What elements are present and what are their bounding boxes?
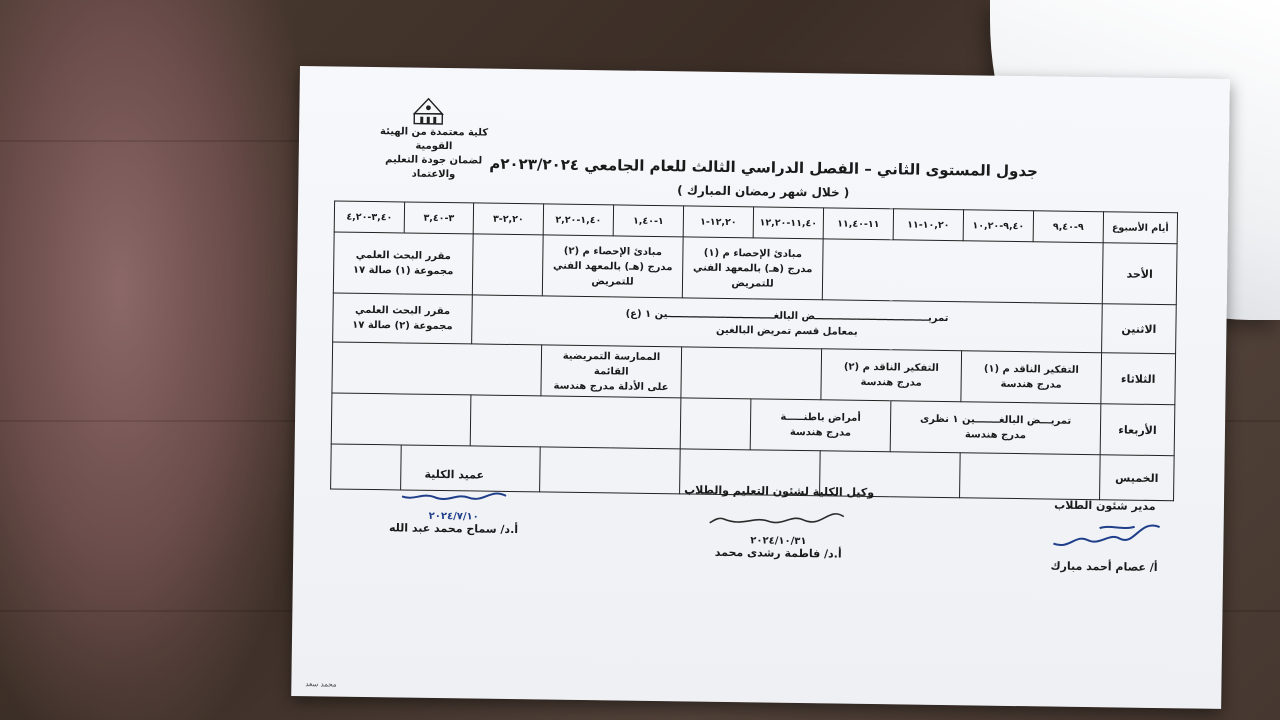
course-name: مبادئ الإحصاء م (٢) bbox=[563, 245, 663, 258]
class-cell-adult-theory bbox=[890, 401, 1101, 455]
day-label: الاثنين bbox=[1102, 304, 1177, 354]
time-slot: ١١,٤٠-١٢,٢٠ bbox=[753, 207, 823, 239]
class-cell-critical-1 bbox=[961, 351, 1102, 404]
class-cell-research-1 bbox=[333, 232, 473, 295]
day-label: الثلاثاء bbox=[1101, 353, 1176, 405]
signature-vice-dean bbox=[663, 483, 894, 561]
college-logo-icon bbox=[411, 94, 445, 128]
empty-cell bbox=[680, 398, 751, 450]
course-room: بمعامل قسم تمريض البالغين bbox=[715, 324, 858, 338]
signer-title: وكيل الكلية لشئون التعليم والطلاب bbox=[684, 483, 875, 500]
course-room: مدرج هندسة bbox=[964, 429, 1027, 442]
course-room: مدرج هندسة bbox=[860, 376, 922, 389]
course-room: مجموعة (٢) صالة ١٧ bbox=[352, 319, 453, 333]
course-room: مدرج هندسة bbox=[1000, 378, 1062, 391]
time-slot: ٩,٤٠-١٠,٢٠ bbox=[963, 210, 1033, 242]
schedule-document bbox=[291, 66, 1230, 709]
college-line-1: كلية معتمدة من الهيئة القومية bbox=[380, 126, 489, 153]
course-name: الممارسة التمريضية القائمة bbox=[562, 350, 661, 378]
time-slot: ١-١,٤٠ bbox=[613, 205, 683, 237]
empty-cell bbox=[822, 239, 1103, 304]
signer-name: أ.د/ فاطمة رشدى محمد bbox=[714, 545, 842, 561]
empty-cell bbox=[470, 395, 681, 449]
empty-cell bbox=[331, 393, 471, 446]
course-room: للتمريض bbox=[731, 277, 774, 290]
class-cell-adult-nursing-lab bbox=[472, 295, 1103, 353]
course-name: مقرر البحث العلمي bbox=[355, 249, 451, 263]
course-name: التفكير الناقد م (١) bbox=[983, 363, 1079, 376]
day-label: الخميس bbox=[1100, 455, 1175, 501]
course-name: تمريـــض البالغـــــــين ١ نظرى bbox=[919, 413, 1072, 427]
course-room: مجموعة (١) صالة ١٧ bbox=[352, 264, 454, 278]
time-slot: ٩-٩,٤٠ bbox=[1033, 211, 1103, 243]
empty-cell bbox=[332, 342, 542, 396]
handwritten-signature bbox=[394, 484, 514, 508]
time-slot: ٣-٣,٤٠ bbox=[404, 202, 473, 234]
weekdays-header: أيام الأسبوع bbox=[1103, 212, 1177, 244]
course-name: مبادئ الإحصاء م (١) bbox=[703, 247, 803, 260]
course-room: مدرج (هـ) بالمعهد الفني bbox=[692, 262, 813, 275]
class-cell-medical bbox=[750, 399, 891, 452]
signature-date: ٢٠٢٤/١٠/٣١ bbox=[750, 535, 807, 548]
class-cell-stats-1 bbox=[682, 237, 823, 300]
time-slot: ١٢,٢٠-١ bbox=[683, 206, 753, 238]
class-cell-research-2 bbox=[333, 293, 473, 344]
time-slot: ٢,٢٠-٣ bbox=[473, 203, 543, 235]
signer-name: أ.د/ سماح محمد عبد الله bbox=[388, 521, 519, 537]
course-name: تمريـــــــــــــــــــــــــــــــــض البالغـــــــــــــــــــــــــــــــين ١ (ع) bbox=[625, 308, 949, 325]
empty-cell bbox=[960, 453, 1101, 500]
handwritten-signature bbox=[704, 501, 854, 533]
day-label: الأربعاء bbox=[1100, 404, 1175, 456]
class-cell-stats-2 bbox=[542, 235, 683, 298]
blurred-foreground bbox=[0, 0, 300, 720]
empty-cell bbox=[472, 234, 543, 296]
time-slot: ١٠,٢٠-١١ bbox=[893, 209, 963, 241]
college-line-2: لضمان جودة التعليم والاعتماد bbox=[385, 154, 483, 181]
day-label: الأحد bbox=[1102, 243, 1177, 305]
document-subtitle: ( خلال شهر رمضان المبارك ) bbox=[677, 183, 850, 200]
course-room: مدرج هندسة bbox=[789, 426, 852, 439]
course-room: مدرج (هـ) بالمعهد الفني bbox=[552, 260, 673, 273]
course-name: التفكير الناقد م (٢) bbox=[843, 361, 939, 374]
time-slot: ١,٤٠-٢,٢٠ bbox=[543, 204, 613, 236]
schedule-table bbox=[330, 200, 1178, 501]
empty-cell bbox=[540, 447, 681, 494]
time-slot: ٣,٤٠-٤,٢٠ bbox=[334, 201, 404, 233]
document-title: جدول المستوى الثاني – الفصل الدراسي الثالث للعام الجامعي ٢٠٢٣/٢٠٢٤م bbox=[489, 154, 1039, 181]
handwritten-signature bbox=[1039, 515, 1170, 557]
signer-name: أ/ عصام أحمد مبارك bbox=[1050, 559, 1158, 575]
signature-dean bbox=[373, 467, 534, 536]
course-name: مقرر البحث العلمي bbox=[354, 304, 451, 318]
signer-title: مدير شئون الطلاب bbox=[1054, 498, 1156, 513]
time-slot: ١١-١١,٤٠ bbox=[823, 208, 893, 240]
course-name: أمراض باطنـــــة bbox=[780, 411, 861, 424]
course-room: للتمريض bbox=[591, 275, 634, 288]
class-cell-evidence-based bbox=[541, 345, 682, 398]
empty-cell bbox=[681, 347, 822, 400]
class-cell-critical-2 bbox=[821, 349, 962, 402]
course-room: على الأدلة مدرج هندسة bbox=[553, 380, 669, 393]
signature-students-affairs bbox=[1019, 498, 1190, 574]
signature-date: ٢٠٢٤/٧/١٠ bbox=[428, 510, 479, 523]
signer-title: عميد الكلية bbox=[424, 467, 485, 482]
footnote: محمد سعد bbox=[305, 680, 337, 689]
